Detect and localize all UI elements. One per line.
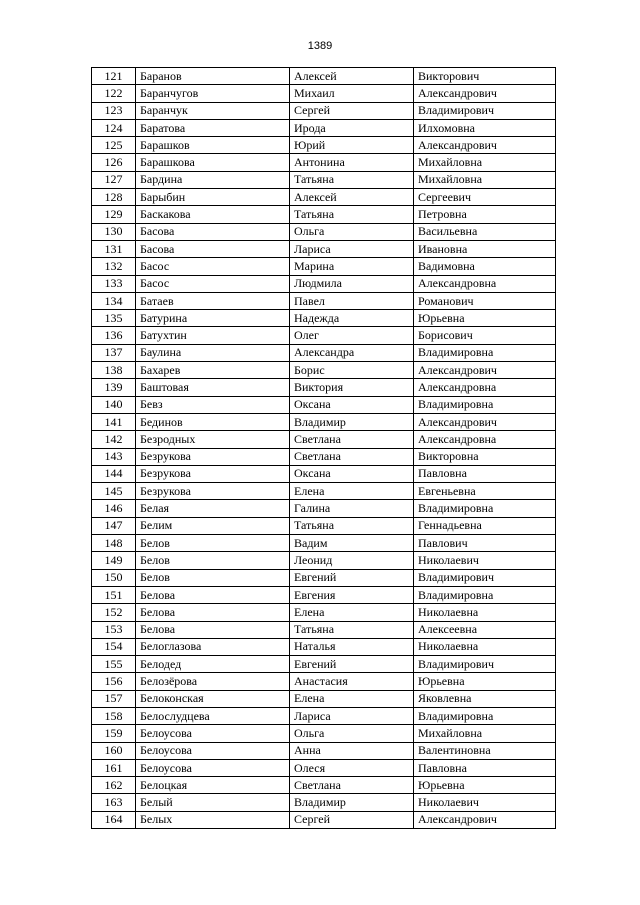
- patronymic-cell: Юрьевна: [414, 310, 556, 327]
- first-name-cell: Татьяна: [290, 621, 414, 638]
- patronymic-cell: Александрович: [414, 137, 556, 154]
- row-number-cell: 155: [92, 656, 136, 673]
- patronymic-cell: Алексеевна: [414, 621, 556, 638]
- row-number-cell: 127: [92, 171, 136, 188]
- row-number-cell: 141: [92, 413, 136, 430]
- table-row: [92, 327, 556, 344]
- row-number-cell: 148: [92, 535, 136, 552]
- patronymic-cell: Александровна: [414, 379, 556, 396]
- patronymic-cell: Александрович: [414, 811, 556, 828]
- first-name-cell: Лариса: [290, 240, 414, 257]
- patronymic-cell: Александровна: [414, 275, 556, 292]
- table-row: [92, 690, 556, 707]
- row-number-cell: 152: [92, 604, 136, 621]
- last-name-cell: Безрукова: [136, 483, 290, 500]
- first-name-cell: Галина: [290, 500, 414, 517]
- last-name-cell: Баскакова: [136, 206, 290, 223]
- patronymic-cell: Александрович: [414, 362, 556, 379]
- last-name-cell: Белоконская: [136, 690, 290, 707]
- names-table-body: [92, 68, 556, 829]
- patronymic-cell: Павловна: [414, 465, 556, 482]
- patronymic-cell: Павлович: [414, 535, 556, 552]
- last-name-cell: Белоглазова: [136, 638, 290, 655]
- last-name-cell: Белый: [136, 794, 290, 811]
- last-name-cell: Батаев: [136, 292, 290, 309]
- row-number-cell: 153: [92, 621, 136, 638]
- table-row: [92, 794, 556, 811]
- table-row: [92, 85, 556, 102]
- last-name-cell: Баранчук: [136, 102, 290, 119]
- first-name-cell: Людмила: [290, 275, 414, 292]
- first-name-cell: Олег: [290, 327, 414, 344]
- row-number-cell: 147: [92, 517, 136, 534]
- table-row: [92, 292, 556, 309]
- row-number-cell: 136: [92, 327, 136, 344]
- patronymic-cell: Александрович: [414, 413, 556, 430]
- row-number-cell: 154: [92, 638, 136, 655]
- last-name-cell: Безродных: [136, 431, 290, 448]
- row-number-cell: 144: [92, 465, 136, 482]
- row-number-cell: 160: [92, 742, 136, 759]
- table-row: [92, 206, 556, 223]
- table-row: [92, 621, 556, 638]
- row-number-cell: 143: [92, 448, 136, 465]
- first-name-cell: Владимир: [290, 413, 414, 430]
- first-name-cell: Юрий: [290, 137, 414, 154]
- first-name-cell: Татьяна: [290, 517, 414, 534]
- first-name-cell: Борис: [290, 362, 414, 379]
- table-row: [92, 673, 556, 690]
- last-name-cell: Белозёрова: [136, 673, 290, 690]
- row-number-cell: 126: [92, 154, 136, 171]
- row-number-cell: 146: [92, 500, 136, 517]
- row-number-cell: 162: [92, 777, 136, 794]
- first-name-cell: Анна: [290, 742, 414, 759]
- row-number-cell: 130: [92, 223, 136, 240]
- patronymic-cell: Геннадьевна: [414, 517, 556, 534]
- row-number-cell: 145: [92, 483, 136, 500]
- first-name-cell: Ольга: [290, 223, 414, 240]
- row-number-cell: 150: [92, 569, 136, 586]
- first-name-cell: Лариса: [290, 707, 414, 724]
- table-row: [92, 707, 556, 724]
- table-row: [92, 759, 556, 776]
- last-name-cell: Безрукова: [136, 448, 290, 465]
- first-name-cell: Олеся: [290, 759, 414, 776]
- last-name-cell: Баулина: [136, 344, 290, 361]
- patronymic-cell: Михайловна: [414, 154, 556, 171]
- first-name-cell: Евгений: [290, 656, 414, 673]
- table-row: [92, 552, 556, 569]
- last-name-cell: Белая: [136, 500, 290, 517]
- first-name-cell: Елена: [290, 483, 414, 500]
- last-name-cell: Белов: [136, 552, 290, 569]
- table-row: [92, 465, 556, 482]
- last-name-cell: Баштовая: [136, 379, 290, 396]
- patronymic-cell: Ивановна: [414, 240, 556, 257]
- patronymic-cell: Николаевич: [414, 794, 556, 811]
- first-name-cell: Владимир: [290, 794, 414, 811]
- first-name-cell: Елена: [290, 690, 414, 707]
- row-number-cell: 158: [92, 707, 136, 724]
- last-name-cell: Басова: [136, 240, 290, 257]
- first-name-cell: Сергей: [290, 811, 414, 828]
- last-name-cell: Бардина: [136, 171, 290, 188]
- first-name-cell: Евгения: [290, 586, 414, 603]
- first-name-cell: Надежда: [290, 310, 414, 327]
- last-name-cell: Белых: [136, 811, 290, 828]
- row-number-cell: 138: [92, 362, 136, 379]
- row-number-cell: 132: [92, 258, 136, 275]
- last-name-cell: Батурина: [136, 310, 290, 327]
- patronymic-cell: Владимировна: [414, 396, 556, 413]
- patronymic-cell: Юрьевна: [414, 777, 556, 794]
- row-number-cell: 159: [92, 725, 136, 742]
- table-row: [92, 431, 556, 448]
- table-row: [92, 396, 556, 413]
- table-row: [92, 258, 556, 275]
- patronymic-cell: Евгеньевна: [414, 483, 556, 500]
- first-name-cell: Светлана: [290, 777, 414, 794]
- patronymic-cell: Викторович: [414, 68, 556, 85]
- patronymic-cell: Николаевна: [414, 638, 556, 655]
- first-name-cell: Вадим: [290, 535, 414, 552]
- table-row: [92, 483, 556, 500]
- row-number-cell: 121: [92, 68, 136, 85]
- last-name-cell: Белоусова: [136, 759, 290, 776]
- table-row: [92, 656, 556, 673]
- row-number-cell: 131: [92, 240, 136, 257]
- last-name-cell: Белов: [136, 535, 290, 552]
- table-row: [92, 586, 556, 603]
- table-row: [92, 517, 556, 534]
- first-name-cell: Сергей: [290, 102, 414, 119]
- row-number-cell: 122: [92, 85, 136, 102]
- patronymic-cell: Валентиновна: [414, 742, 556, 759]
- last-name-cell: Басос: [136, 275, 290, 292]
- last-name-cell: Белоусова: [136, 742, 290, 759]
- table-row: [92, 362, 556, 379]
- first-name-cell: Анастасия: [290, 673, 414, 690]
- first-name-cell: Наталья: [290, 638, 414, 655]
- table-row: [92, 344, 556, 361]
- last-name-cell: Белоцкая: [136, 777, 290, 794]
- patronymic-cell: Петровна: [414, 206, 556, 223]
- last-name-cell: Барашков: [136, 137, 290, 154]
- row-number-cell: 140: [92, 396, 136, 413]
- table-row: [92, 569, 556, 586]
- row-number-cell: 129: [92, 206, 136, 223]
- last-name-cell: Белодед: [136, 656, 290, 673]
- table-row: [92, 102, 556, 119]
- row-number-cell: 135: [92, 310, 136, 327]
- patronymic-cell: Владимировна: [414, 707, 556, 724]
- patronymic-cell: Михайловна: [414, 725, 556, 742]
- first-name-cell: Татьяна: [290, 171, 414, 188]
- last-name-cell: Барашкова: [136, 154, 290, 171]
- last-name-cell: Баратова: [136, 119, 290, 136]
- first-name-cell: Алексей: [290, 68, 414, 85]
- row-number-cell: 123: [92, 102, 136, 119]
- patronymic-cell: Владимирович: [414, 102, 556, 119]
- patronymic-cell: Владимировна: [414, 500, 556, 517]
- last-name-cell: Бевз: [136, 396, 290, 413]
- row-number-cell: 139: [92, 379, 136, 396]
- row-number-cell: 137: [92, 344, 136, 361]
- table-row: [92, 777, 556, 794]
- table-row: [92, 68, 556, 85]
- table-row: [92, 171, 556, 188]
- table-row: [92, 725, 556, 742]
- row-number-cell: 134: [92, 292, 136, 309]
- patronymic-cell: Николаевич: [414, 552, 556, 569]
- last-name-cell: Басос: [136, 258, 290, 275]
- last-name-cell: Белов: [136, 569, 290, 586]
- first-name-cell: Антонина: [290, 154, 414, 171]
- page-number: 1389: [307, 40, 333, 52]
- patronymic-cell: Яковлевна: [414, 690, 556, 707]
- last-name-cell: Белова: [136, 621, 290, 638]
- last-name-cell: Белова: [136, 604, 290, 621]
- table-row: [92, 223, 556, 240]
- patronymic-cell: Вадимовна: [414, 258, 556, 275]
- first-name-cell: Елена: [290, 604, 414, 621]
- table-row: [92, 604, 556, 621]
- patronymic-cell: Борисович: [414, 327, 556, 344]
- patronymic-cell: Александровна: [414, 431, 556, 448]
- table-row: [92, 119, 556, 136]
- first-name-cell: Татьяна: [290, 206, 414, 223]
- patronymic-cell: Владимирович: [414, 569, 556, 586]
- first-name-cell: Алексей: [290, 189, 414, 206]
- patronymic-cell: Владимировна: [414, 586, 556, 603]
- first-name-cell: Евгений: [290, 569, 414, 586]
- first-name-cell: Александра: [290, 344, 414, 361]
- last-name-cell: Барыбин: [136, 189, 290, 206]
- first-name-cell: Оксана: [290, 396, 414, 413]
- patronymic-cell: Васильевна: [414, 223, 556, 240]
- row-number-cell: 157: [92, 690, 136, 707]
- patronymic-cell: Романович: [414, 292, 556, 309]
- last-name-cell: Баранчугов: [136, 85, 290, 102]
- patronymic-cell: Владимировна: [414, 344, 556, 361]
- table-row: [92, 240, 556, 257]
- last-name-cell: Белоусова: [136, 725, 290, 742]
- table-row: [92, 742, 556, 759]
- patronymic-cell: Николаевна: [414, 604, 556, 621]
- patronymic-cell: Александрович: [414, 85, 556, 102]
- first-name-cell: Оксана: [290, 465, 414, 482]
- table-row: [92, 638, 556, 655]
- first-name-cell: Павел: [290, 292, 414, 309]
- table-row: [92, 535, 556, 552]
- patronymic-cell: Юрьевна: [414, 673, 556, 690]
- first-name-cell: Михаил: [290, 85, 414, 102]
- row-number-cell: 124: [92, 119, 136, 136]
- last-name-cell: Батухтин: [136, 327, 290, 344]
- row-number-cell: 142: [92, 431, 136, 448]
- names-table: [91, 67, 556, 829]
- first-name-cell: Ольга: [290, 725, 414, 742]
- row-number-cell: 149: [92, 552, 136, 569]
- table-row: [92, 154, 556, 171]
- table-row: [92, 275, 556, 292]
- last-name-cell: Баранов: [136, 68, 290, 85]
- table-row: [92, 379, 556, 396]
- last-name-cell: Белослудцева: [136, 707, 290, 724]
- table-row: [92, 413, 556, 430]
- patronymic-cell: Сергеевич: [414, 189, 556, 206]
- row-number-cell: 151: [92, 586, 136, 603]
- patronymic-cell: Владимирович: [414, 656, 556, 673]
- row-number-cell: 156: [92, 673, 136, 690]
- first-name-cell: Марина: [290, 258, 414, 275]
- table-row: [92, 448, 556, 465]
- first-name-cell: Светлана: [290, 448, 414, 465]
- row-number-cell: 161: [92, 759, 136, 776]
- first-name-cell: Виктория: [290, 379, 414, 396]
- row-number-cell: 125: [92, 137, 136, 154]
- table-row: [92, 189, 556, 206]
- first-name-cell: Ирода: [290, 119, 414, 136]
- last-name-cell: Басова: [136, 223, 290, 240]
- first-name-cell: Светлана: [290, 431, 414, 448]
- row-number-cell: 133: [92, 275, 136, 292]
- last-name-cell: Белова: [136, 586, 290, 603]
- patronymic-cell: Михайловна: [414, 171, 556, 188]
- table-row: [92, 500, 556, 517]
- patronymic-cell: Викторовна: [414, 448, 556, 465]
- first-name-cell: Леонид: [290, 552, 414, 569]
- last-name-cell: Бахарев: [136, 362, 290, 379]
- row-number-cell: 164: [92, 811, 136, 828]
- patronymic-cell: Павловна: [414, 759, 556, 776]
- row-number-cell: 128: [92, 189, 136, 206]
- table-row: [92, 310, 556, 327]
- last-name-cell: Белим: [136, 517, 290, 534]
- last-name-cell: Бединов: [136, 413, 290, 430]
- patronymic-cell: Илхомовна: [414, 119, 556, 136]
- table-row: [92, 811, 556, 828]
- table-row: [92, 137, 556, 154]
- last-name-cell: Безрукова: [136, 465, 290, 482]
- row-number-cell: 163: [92, 794, 136, 811]
